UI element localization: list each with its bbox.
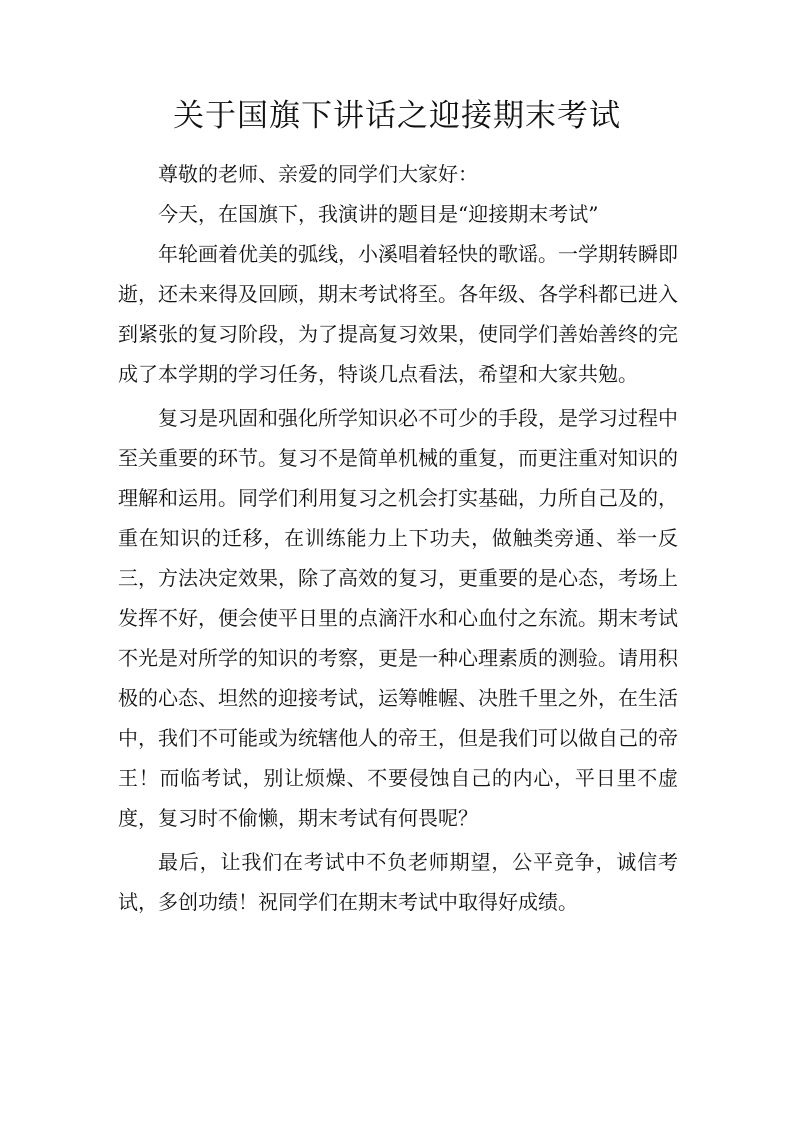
closing-paragraph: 最后，让我们在考试中不负老师期望，公平竞争，诚信考试，多创功绩！祝同学们在期末考试中取得好成绩。 (118, 850, 678, 914)
greeting-paragraph: 尊敬的老师、亲爱的同学们大家好： (158, 162, 478, 186)
document-body (118, 154, 678, 922)
intro-paragraph: 年轮画着优美的弧线，小溪唱着轻快的歌谣。一学期转瞬即逝，还未来得及回顾，期末考试将至。各年级、各学科都已进入到紧张的复习阶段，为了提高复习效果，使同学们善始善终的完成了本学期的学习任务，特谈几点看法，希望和大家共勉。 (118, 242, 678, 386)
topic-paragraph: 今天，在国旗下，我演讲的题目是“迎接期末考试” (158, 202, 599, 226)
document-title: 关于国旗下讲话之迎接期末考试 (173, 98, 621, 134)
review-paragraph: 复习是巩固和强化所学知识必不可少的手段，是学习过程中至关重要的环节。复习不是简单机械的重复，而更注重对知识的理解和运用。同学们利用复习之机会打实基础，力所自己及的，重在知识的迁移，在训练能力上下功夫，做触类旁通、举一反三，方法决定效果，除了高效的复习，更重要的是心态，考场上发挥不好，便会使平日里的点滴汗水和心血付之东流。期末考试不光是对所学的知识的考察，更是一种心理素质的测验。请用积极的心态、坦然的迎接考试，运筹帷幄、决胜千里之外，在生活中，我们不可能或为统辖他人的帝王，但是我们可以做自己的帝王！而临考试，别让烦燥、不要侵蚀自己的内心，平日里不虚度，复习时不偷懒，期末考试有何畏呢？ (118, 406, 678, 830)
